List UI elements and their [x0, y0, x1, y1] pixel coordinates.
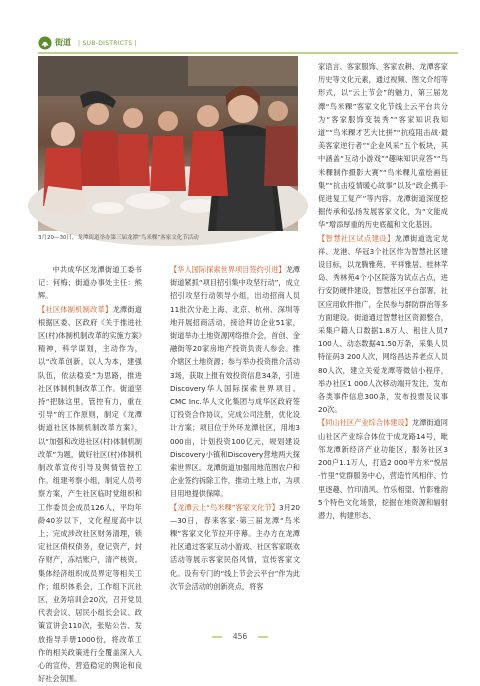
article-discovery-project	[170, 263, 300, 501]
article-heading: 【同山社区产业综合体建设】	[318, 418, 412, 428]
article-community-reform	[38, 303, 142, 686]
header-rule	[38, 52, 458, 54]
article-heading: 【龙潭云上“鸟米粿”客家文化节】	[170, 502, 279, 512]
section-title: 街道	[55, 38, 71, 47]
article-body: 龙潭街道根据区委、区政府《关于推进社区(村)体制机制改革的实施方案》精神，科学谋划，主动作为，以“改革创新，以人为本，建强队伍，依法稳妥”为思路，推进社区体制机制改革工作。街道坚持“把脉这里，管控有力，重在引导”的工作原则，制定《龙潭街道社区体制机制改革方案》，以“加强和改进社区(村)体制机制改革”为题，做好社区(村)体制机制改革宣传引导及舆情管控工作。组建考察小组，制定人员考察方案，产生社区临时党组织和工作委员会成员126人，平均年龄40岁以下，文化程度高中以上；完成涉改社区财务清理，锁定社区债权债务，登记资产，封存财产，冻结账户，清产核资。集体经济组织成员界定等相关工作；组织体系会，工作组下沉社区，业务培训会20次，召开党员代表会议、居民小组长会议、政策宣讲会110次，张贴公告、发放指导手册1000份，将改革工作的相关政策进行全覆盖深入人心的宣传，营造稳定的舆论和良好社会氛围。	[38, 304, 142, 684]
article-heading: 【华人国际探索世界项目签约引进】	[170, 265, 286, 274]
footer-ornament	[212, 636, 222, 638]
article-industry-complex	[318, 416, 448, 522]
article-heading: 【智慧社区试点建设】	[318, 233, 395, 243]
page-number: 456	[232, 632, 248, 641]
text-column-left	[38, 263, 142, 686]
footer-ornament	[258, 636, 268, 638]
text-column-middle	[170, 263, 300, 593]
section-logo-icon	[38, 36, 52, 50]
page-footer	[0, 631, 480, 643]
article-body: 3月20—30日，春来客家·第三届龙潭“鸟米粿”客家文化节拉开序幕。主办方在龙潭社区通过客家互动小游戏、社区客家联欢活动等展示客家民俗风情，宣传客家文化。设有专门的“线上节会云平台”作为此次节会活动的创新亮点，将客	[170, 502, 300, 591]
officials-paragraph: 中共成华区龙潭街道工委书记：何梅；街道办事处主任：熊辉。	[38, 265, 142, 301]
section-title-en: | SUB-DISTRICTS |	[78, 40, 137, 47]
article-smart-community	[318, 232, 448, 417]
text-column-right	[318, 60, 448, 522]
article-body: 龙潭街道选定龙祥、龙港、华冠3个社区作为智慧社区建设目标，以龙腾雅苑、平祥雅居、桂林苹岛、秀林苑4个小区院落为试点占点，进行安防硬件建设，智慧社区平台部署，社区应用软件推广，全民参与群防群治等多方面建设。街道通过智慧社区资源整合，采集户籍人口数据1.8万人、租住人员7 100人、动态数据41.50万条，采集人员特征码3 200人次，网络昌达养老点人员80人次，建立关爱龙潭等微信小程序，举办社区1 000人次移动端开发注，发布各类事件信息300条，发布投票及议事20次。	[318, 233, 448, 415]
festival-photo	[38, 56, 298, 231]
article-body: 龙潭街道紧抓“项目招引集中攻坚行动”，成立招引攻坚行动领导小组，出动招商人员11批次分赴上海、北京、杭州、深圳等地开展招商活动，接洽拜访企业51家，街道举办土地资源网络推介会，首创、金融街等20家房地产投资负责人参会。推介辖区土地资源；参与举办投资推介活动3场，获取上报有效投资信息34条，引进Discovery华人国际探索世界项目。CMC Inc.华人文化集团与成华区政府签订投资合作协议，完成公司注册，优化设计方案；项目位于外环龙潭社区，用地3 000亩，计划投资100亿元，规划建设Discovery小镇和Discovery营地两大探索世界区。龙潭街道加强用地范围农户和企业签约拆除工作，推动土地上市，为项目用地提供保障。	[170, 265, 300, 499]
article-body: 龙潭街道同山社区产业综合体位于成龙路14号，毗邻龙潭新经济产业功能区，服务社区3 200户1.1万人，打造2 000平方米“悦居·竹里”党群服务中心，营造竹风相伴、竹里逐趣、竹印清风、竹乐相望、竹影雅韵5个特色文化场景，挖掘在地资源和辐射潜力，构建形态、	[318, 418, 448, 520]
photo-caption: 3月20—30日，龙潭街道举办第三届龙潭“鸟米粿”客家文化节活动	[38, 235, 199, 241]
article-hakka-festival	[170, 501, 300, 593]
article-continuation: 家语言、客家服饰、客家农耕、龙潭客家历史等文化元素，通过视频、图文介绍等形式，以“云上节会”的魅力，第三届龙潭“鸟米粿”客家文化节线上云平台共分为“客家服饰变装秀”“客家知识我知道”“鸟米粿才艺大比拼”“抗疫阻击战·最美客家逆行者”“企业风采”五个板块，其中涵盖“互动小游戏”“趣味知识竞答”“鸟米粿制作摄影大赛”“鸟米粿儿童绘画征集”“抗击疫情暖心故事”以及“政企携手·促进复工复产”等内容。龙潭街道深度挖掘传承和弘扬发展客家文化，为“文能成华”增添厚重的历史底蕴和文化基因。	[318, 62, 448, 230]
article-heading: 【社区体制机制改革】	[38, 304, 113, 314]
page-header	[38, 36, 458, 50]
